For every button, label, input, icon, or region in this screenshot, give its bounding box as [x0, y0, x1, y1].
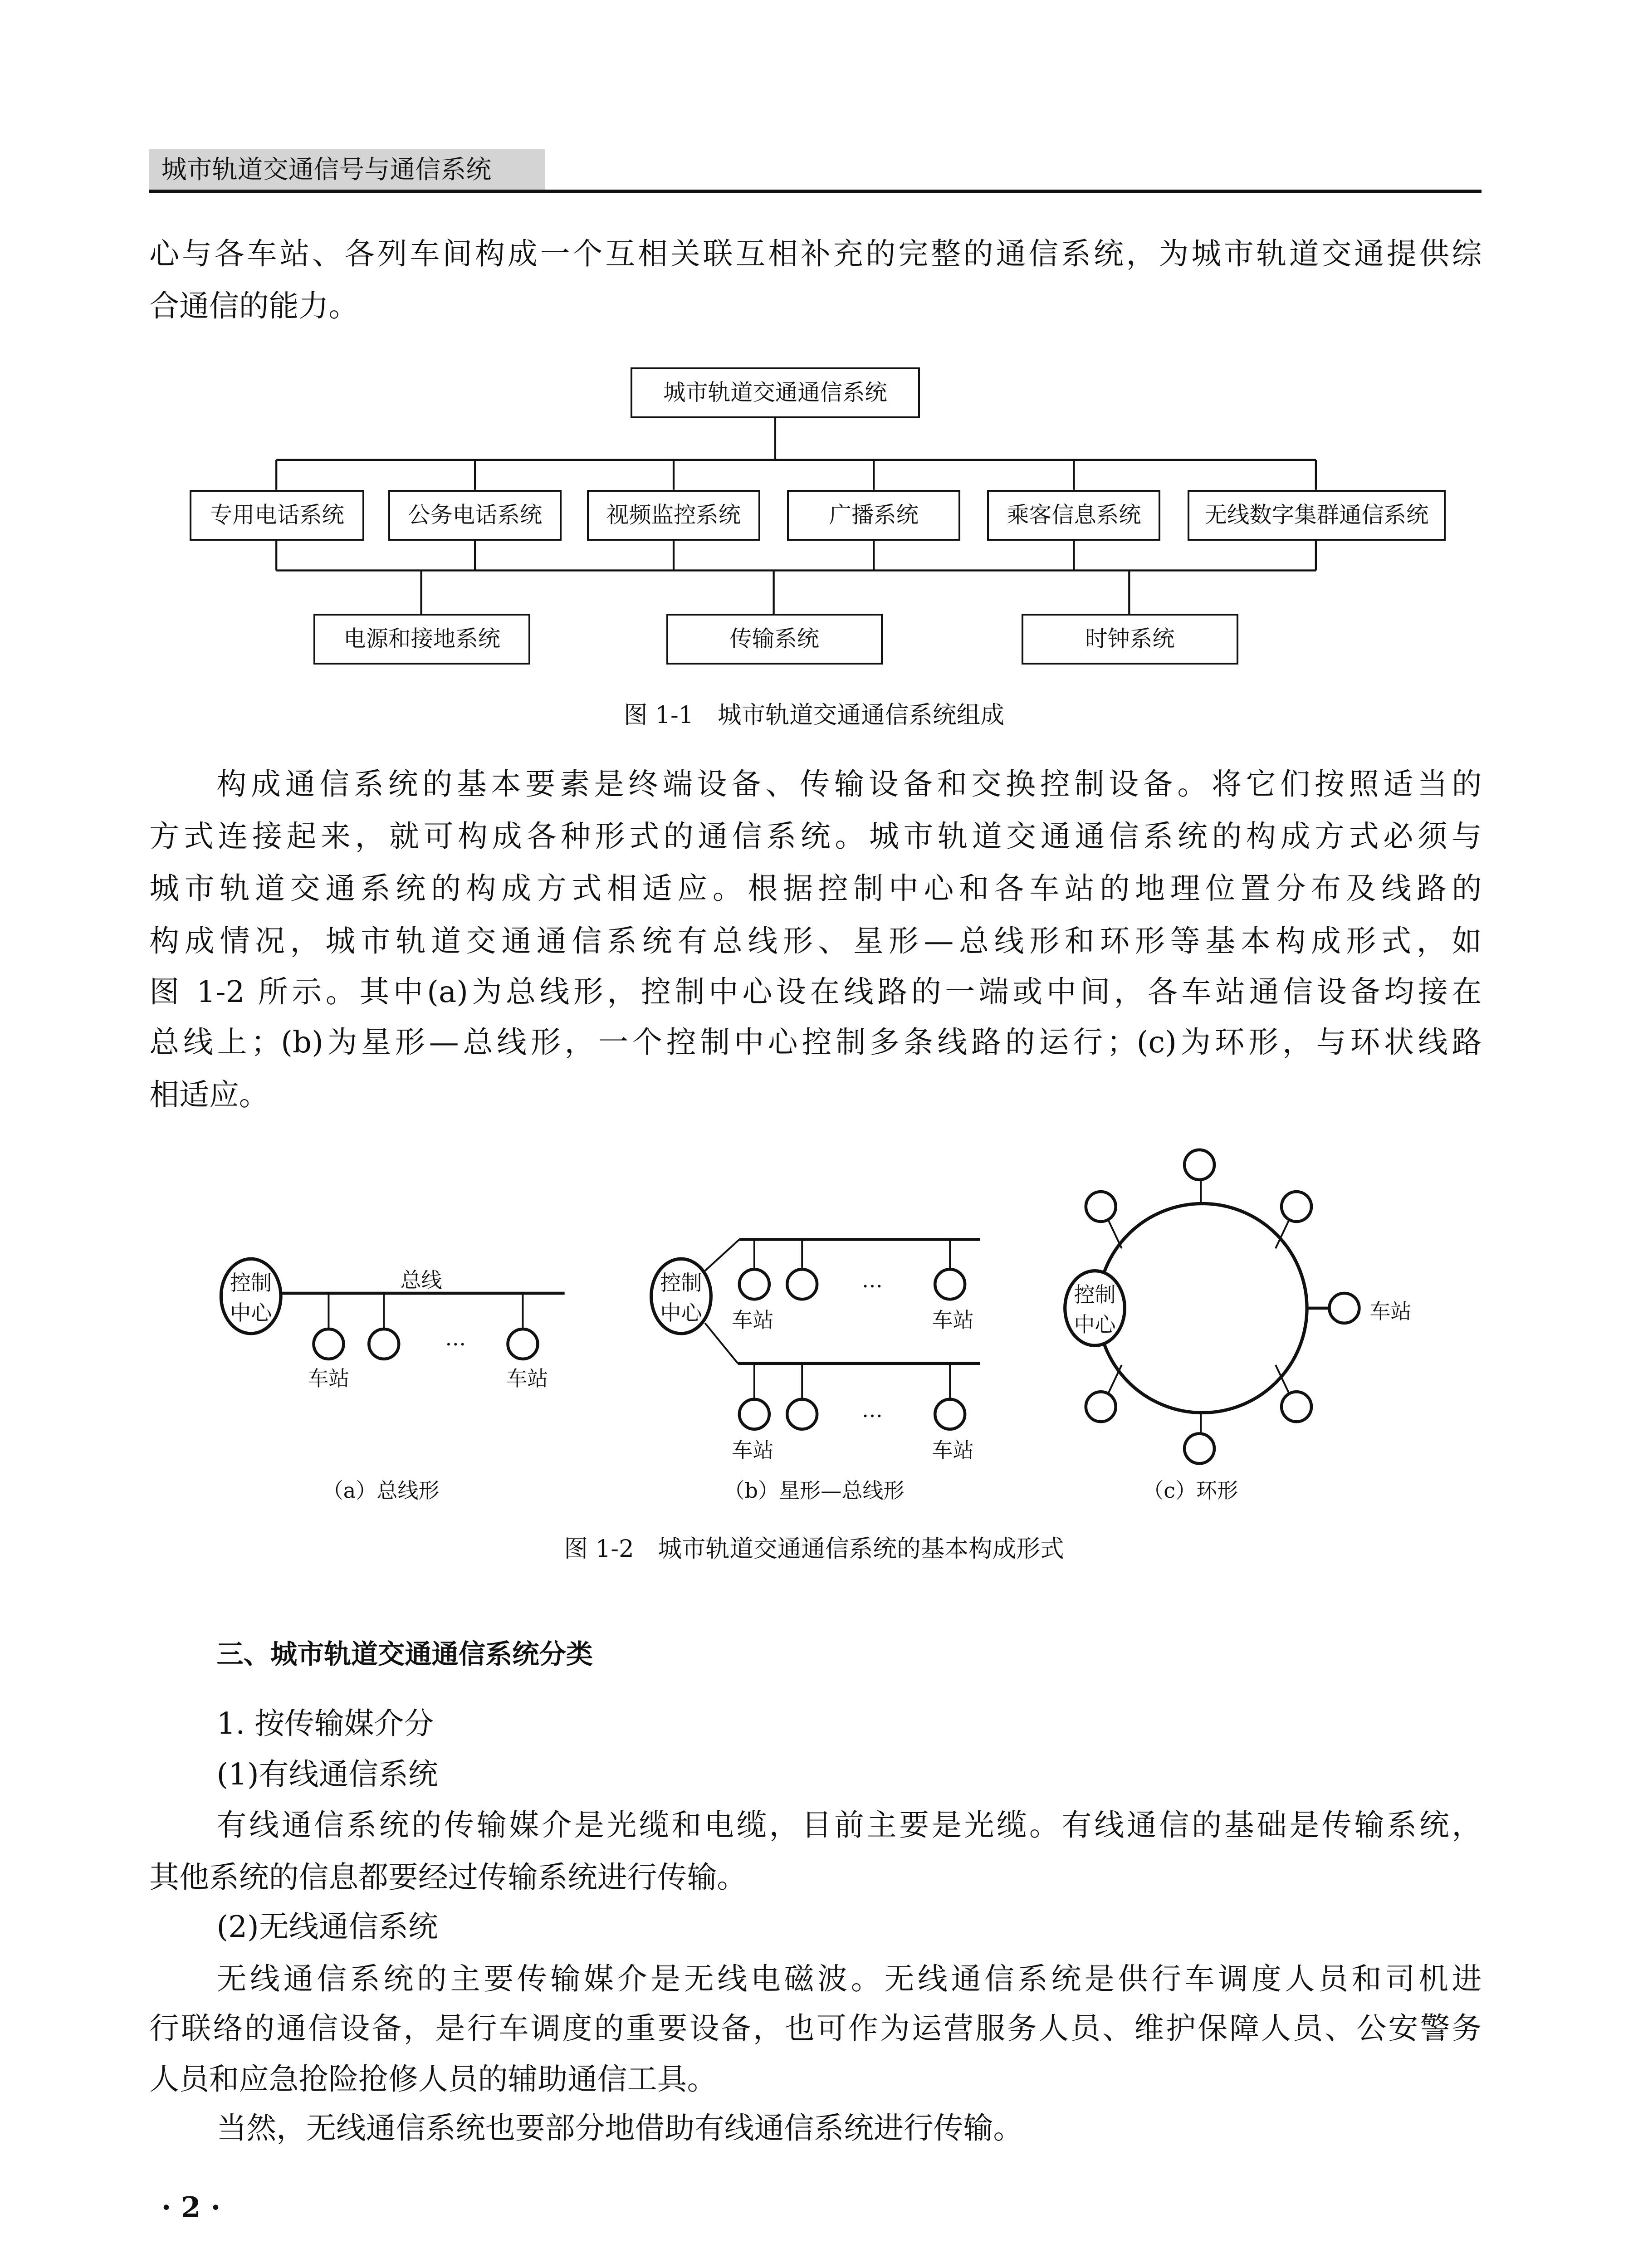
subsystem-box: 传输系统: [666, 614, 883, 665]
control-center-label: 中心: [230, 1300, 272, 1325]
text-line: 相适应。: [149, 1077, 269, 1112]
header-rule: [149, 190, 1482, 193]
control-center-label: 控制: [230, 1271, 272, 1295]
subfigure-caption-a: （a）总线形: [322, 1478, 440, 1503]
text-line: 人员和应急抢险抢修人员的辅助通信工具。: [149, 2061, 717, 2097]
text-line: 构成情况，城市轨道交通通信系统有总线形、星形—总线形和环形等基本构成形式，如: [149, 923, 1482, 958]
ellipsis: …: [861, 1398, 883, 1422]
item-heading: (1)有线通信系统: [216, 1756, 438, 1792]
control-center-label: 中心: [660, 1300, 702, 1325]
text-line: 图 1-2 所示。其中(a)为总线形，控制中心设在线路的一端或中间，各车站通信设备均接在: [149, 974, 1482, 1009]
subsection-heading: 1. 按传输媒介分: [216, 1706, 434, 1741]
running-header: 城市轨道交通信号与通信系统: [149, 149, 545, 191]
subsystem-box: 乘客信息系统: [987, 490, 1160, 541]
station-label: 车站: [932, 1308, 974, 1333]
control-center-label: 中心: [1074, 1312, 1116, 1337]
text-line: 当然，无线通信系统也要部分地借助有线通信系统进行传输。: [216, 2111, 1023, 2146]
text-line: 合通信的能力。: [149, 288, 359, 324]
control-center-label: 控制: [660, 1271, 702, 1295]
section-heading: 三、城市轨道交通通信系统分类: [216, 1638, 593, 1670]
subsystem-box: 广播系统: [787, 490, 960, 541]
station-label: 车站: [308, 1366, 350, 1391]
figure-caption: 图 1-1 城市轨道交通通信系统组成: [624, 701, 1005, 729]
bus-label: 总线: [400, 1267, 442, 1292]
subsystem-box: 无线数字集群通信系统: [1188, 490, 1446, 541]
text-line: 构成通信系统的基本要素是终端设备、传输设备和交换控制设备。将它们按照适当的: [216, 766, 1482, 802]
subsystem-box: 公务电话系统: [388, 490, 562, 541]
text-line: 总线上；(b)为星形—总线形，一个控制中心控制多条线路的运行；(c)为环形，与环状线路: [149, 1025, 1482, 1060]
subfigure-caption-b: （b）星形—总线形: [724, 1478, 905, 1503]
text-line: 心与各车站、各列车间构成一个互相关联互相补充的完整的通信系统，为城市轨道交通提供综: [149, 236, 1482, 271]
text-line: 有线通信系统的传输媒介是光缆和电缆，目前主要是光缆。有线通信的基础是传输系统，: [216, 1807, 1482, 1843]
root-box: 城市轨道交通通信系统: [631, 367, 920, 418]
figure-caption: 图 1-2 城市轨道交通通信系统的基本构成形式: [564, 1535, 1064, 1563]
station-label: 车站: [732, 1308, 774, 1333]
text-line: 行联络的通信设备，是行车调度的重要设备，也可作为运营服务人员、维护保障人员、公安警务: [149, 2010, 1482, 2046]
text-line: 其他系统的信息都要经过传输系统进行传输。: [149, 1860, 747, 1895]
text-line: 无线通信系统的主要传输媒介是无线电磁波。无线通信系统是供行车调度人员和司机进: [216, 1961, 1482, 1997]
text-line: 方式连接起来，就可构成各种形式的通信系统。城市轨道交通通信系统的构成方式必须与: [149, 819, 1482, 854]
subsystem-box: 电源和接地系统: [313, 614, 530, 665]
subsystem-box: 时钟系统: [1022, 614, 1238, 665]
station-label: 车站: [732, 1437, 774, 1462]
subsystem-box: 视频监控系统: [587, 490, 760, 541]
item-heading: (2)无线通信系统: [216, 1909, 438, 1944]
station-label: 车站: [1369, 1299, 1412, 1324]
station-label: 车站: [932, 1437, 974, 1462]
ellipsis: …: [861, 1267, 883, 1292]
page-number: · 2 ·: [161, 2190, 221, 2224]
subfigure-caption-c: （c）环形: [1143, 1478, 1238, 1503]
station-label: 车站: [506, 1366, 548, 1391]
ellipsis: …: [445, 1326, 466, 1351]
text-line: 城市轨道交通系统的构成方式相适应。根据控制中心和各车站的地理位置分布及线路的: [149, 871, 1482, 906]
control-center-label: 控制: [1074, 1282, 1116, 1307]
subsystem-box: 专用电话系统: [190, 490, 364, 541]
